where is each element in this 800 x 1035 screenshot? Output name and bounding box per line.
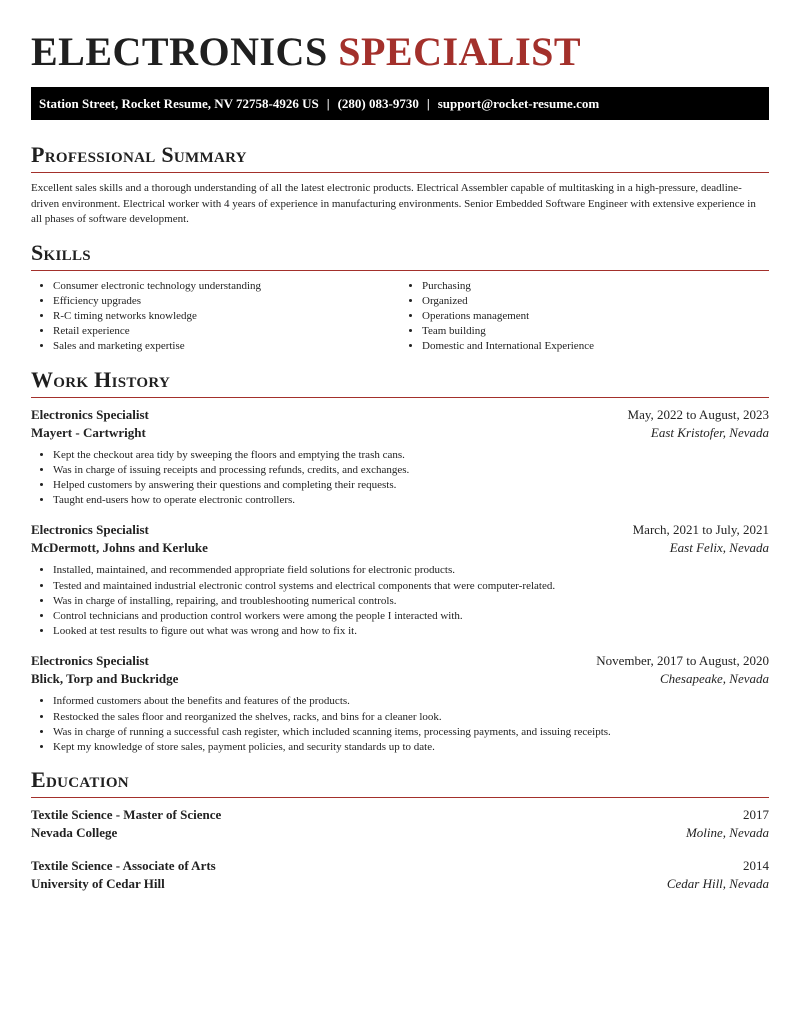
job-duty: • Kept my knowledge of store sales, payment policies, and security standards up to date. bbox=[53, 740, 769, 755]
job-dates: May, 2022 to August, 2023 bbox=[627, 406, 769, 422]
job-duty: • Was in charge of running a successful cash register, which included scanning items, processing payments, and issuing receipts. bbox=[53, 725, 769, 740]
job-duty: • Was in charge of issuing receipts and processing refunds, credits, and exchanges. bbox=[53, 463, 769, 478]
job-duties bbox=[31, 563, 769, 639]
summary-section bbox=[31, 142, 769, 228]
job-duty: • Restocked the sales floor and reorganized the shelves, racks, and bins for a cleaner look. bbox=[53, 710, 769, 725]
job-company: McDermott, Johns and Kerluke bbox=[31, 540, 208, 556]
name-part-1: ELECTRONICS bbox=[31, 29, 328, 74]
job-company-row bbox=[31, 424, 769, 442]
job-duty: • Looked at test results to figure out what was wrong and how to fix it. bbox=[53, 624, 769, 639]
education-entry bbox=[31, 806, 769, 842]
skills-columns bbox=[31, 279, 769, 355]
job-company: Mayert - Cartwright bbox=[31, 424, 146, 440]
job-role: Electronics Specialist bbox=[31, 522, 149, 538]
work-section bbox=[31, 367, 769, 756]
contact-phone: (280) 083-9730 bbox=[337, 95, 419, 111]
contact-email: support@rocket-resume.com bbox=[437, 95, 600, 111]
education-school: Nevada College bbox=[31, 825, 118, 841]
education-section bbox=[31, 767, 769, 893]
skill-item: • Purchasing bbox=[422, 279, 769, 294]
education-school-row bbox=[31, 875, 769, 893]
job-entry bbox=[31, 521, 769, 639]
education-school: University of Cedar Hill bbox=[31, 876, 165, 892]
job-duty: • Helped customers by answering their questions and completing their requests. bbox=[53, 478, 769, 493]
job-location: East Kristofer, Nevada bbox=[650, 424, 769, 440]
job-dates: November, 2017 to August, 2020 bbox=[596, 653, 769, 669]
job-header-row bbox=[31, 652, 769, 670]
job-duty: • Taught end-users how to operate electronic controllers. bbox=[53, 493, 769, 508]
job-duty: • Kept the checkout area tidy by sweeping the floors and emptying the trash cans. bbox=[53, 448, 769, 463]
job-company-row bbox=[31, 670, 769, 688]
education-location: Moline, Nevada bbox=[685, 825, 769, 841]
job-duties bbox=[31, 694, 769, 755]
contact-separator: | bbox=[426, 95, 430, 111]
job-header-row bbox=[31, 521, 769, 539]
work-title: Work History bbox=[31, 367, 769, 398]
education-location: Cedar Hill, Nevada bbox=[666, 876, 769, 892]
education-entry bbox=[31, 857, 769, 893]
job-company: Blick, Torp and Buckridge bbox=[31, 671, 179, 687]
contact-bar bbox=[31, 87, 769, 120]
skill-item: • Sales and marketing expertise bbox=[53, 339, 400, 354]
education-title: Education bbox=[31, 767, 769, 798]
job-duty: • Was in charge of installing, repairing, and troubleshooting numerical controls. bbox=[53, 594, 769, 609]
skills-title: Skills bbox=[31, 240, 769, 271]
skill-item: • Team building bbox=[422, 324, 769, 339]
education-degree-row bbox=[31, 806, 769, 824]
contact-separator: | bbox=[326, 95, 330, 111]
name-part-2: SPECIALIST bbox=[338, 29, 582, 74]
education-degree-row bbox=[31, 857, 769, 875]
education-year: 2014 bbox=[743, 858, 769, 874]
skill-item: • Consumer electronic technology understanding bbox=[53, 279, 400, 294]
job-location: East Felix, Nevada bbox=[669, 540, 769, 556]
education-year: 2017 bbox=[743, 807, 769, 823]
job-duties bbox=[31, 448, 769, 509]
skills-right-list bbox=[400, 279, 769, 355]
skills-section bbox=[31, 240, 769, 355]
summary-text: Excellent sales skills and a thorough understanding of all the latest electronic products. Electrical Assembler capable of multitasking in a high-pressure, deadline-driven environment. Electrical worker with 4 years of experience in manufacturing environments. Senior Embedded Software Engineer with extensive experience in all phases of software development. bbox=[31, 182, 756, 225]
education-degree: Textile Science - Master of Science bbox=[31, 807, 222, 823]
skill-item: • Efficiency upgrades bbox=[53, 294, 400, 309]
job-dates: March, 2021 to July, 2021 bbox=[632, 522, 769, 538]
education-school-row bbox=[31, 824, 769, 842]
job-entry bbox=[31, 652, 769, 755]
skill-item: • R-C timing networks knowledge bbox=[53, 309, 400, 324]
skill-item: • Organized bbox=[422, 294, 769, 309]
job-header-row bbox=[31, 406, 769, 424]
education-degree: Textile Science - Associate of Arts bbox=[31, 858, 216, 874]
job-entry bbox=[31, 406, 769, 509]
job-duty: • Installed, maintained, and recommended appropriate field solutions for electronic products. bbox=[53, 563, 769, 578]
job-company-row bbox=[31, 539, 769, 557]
job-role: Electronics Specialist bbox=[31, 653, 149, 669]
job-duty: • Informed customers about the benefits and features of the products. bbox=[53, 694, 769, 709]
skill-item: • Retail experience bbox=[53, 324, 400, 339]
job-role: Electronics Specialist bbox=[31, 406, 149, 422]
job-duty: • Control technicians and production control workers were among the people I interacted with. bbox=[53, 609, 769, 624]
job-location: Chesapeake, Nevada bbox=[659, 671, 769, 687]
resume-name bbox=[31, 0, 769, 74]
summary-title: Professional Summary bbox=[31, 142, 769, 173]
job-duty: • Tested and maintained industrial electronic control systems and electrical components that were computer-related. bbox=[53, 579, 769, 594]
skill-item: • Operations management bbox=[422, 309, 769, 324]
skill-item: • Domestic and International Experience bbox=[422, 339, 769, 354]
contact-address: Station Street, Rocket Resume, NV 72758-4926 US bbox=[39, 95, 319, 111]
skills-left-list bbox=[31, 279, 400, 355]
